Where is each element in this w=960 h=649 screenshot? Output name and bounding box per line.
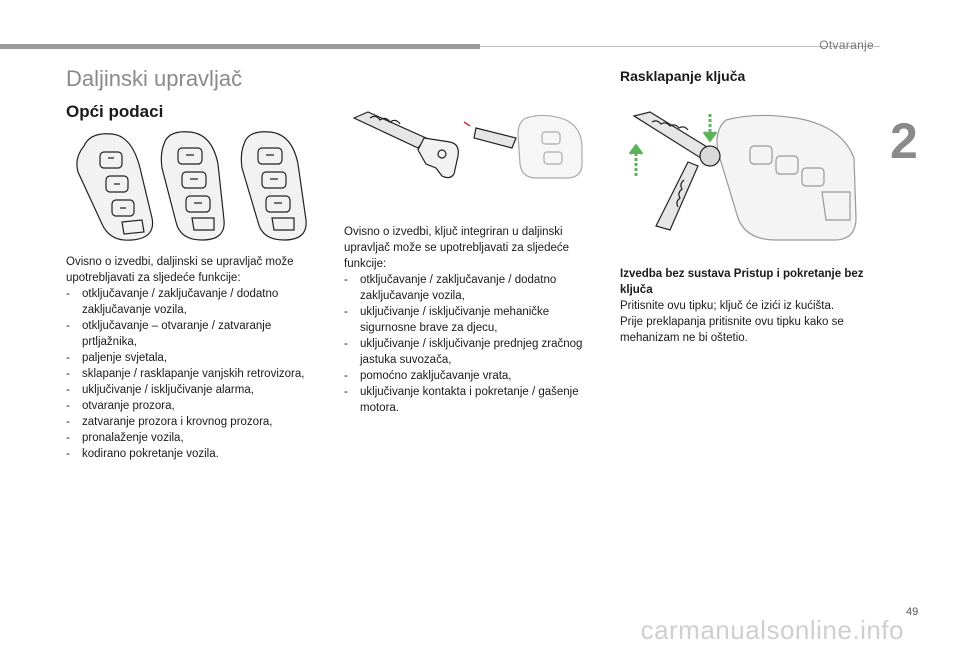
list-item-text: pomoćno zaključavanje vrata,: [360, 370, 512, 382]
remote-with-blade-icon: [474, 115, 582, 178]
integrated-intro: Ovisno o izvedbi, ključ integriran u daljinski upravljač može se upotrebljavati za sljedeće funkcije:: [344, 226, 570, 270]
list-item-text: zatvaranje prozora i krovnog prozora,: [82, 416, 273, 428]
list-dash: -: [66, 352, 70, 364]
list-item-text: uključivanje / isključivanje alarma,: [82, 384, 254, 396]
list-dash: -: [66, 288, 70, 300]
list-item: [66, 318, 328, 350]
list-item-text: kodirano pokretanje vozila.: [82, 448, 219, 460]
list-dash: -: [66, 416, 70, 428]
list-dash: -: [66, 384, 70, 396]
chapter-number: 2: [890, 113, 918, 169]
list-item-text: sklapanje / rasklapanje vanjskih retrovizora,: [82, 368, 305, 380]
page-number: 49: [906, 606, 919, 618]
list-item: [344, 304, 604, 336]
general-heading: Opći podaci: [66, 102, 164, 121]
remote-key-3-icon: [241, 132, 306, 240]
remote-body-icon: [717, 115, 856, 240]
list-item: [66, 350, 328, 366]
folding-heading: Rasklapanje ključa: [620, 68, 746, 84]
watermark: carmanualsonline.info: [640, 615, 904, 645]
list-item: [66, 414, 328, 430]
folding-note: Prije preklapanja pritisnite ovu tipku kako se mehanizam ne bi oštetio.: [620, 316, 844, 344]
folding-key-illustration: [626, 108, 862, 248]
list-item-text: pronalaženje vozila,: [82, 432, 184, 444]
unfolded-blade-icon: [656, 162, 698, 230]
integrated-text: [344, 224, 604, 416]
list-dash: -: [66, 432, 70, 444]
key-blade-icon: [354, 112, 458, 178]
folding-instruction: [620, 298, 870, 314]
list-item: [66, 366, 328, 382]
general-function-list: [66, 286, 328, 462]
press-arrow-icon: [704, 114, 716, 140]
list-dash: -: [344, 370, 348, 382]
list-item: [66, 286, 328, 318]
list-item-text: otključavanje / zaključavanje / dodatno zaključavanje vozila,: [360, 274, 557, 302]
list-item-text: paljenje svjetala,: [82, 352, 168, 364]
list-dash: -: [344, 386, 348, 398]
page-title: Daljinski upravljač: [66, 66, 243, 91]
list-dash: -: [66, 368, 70, 380]
folding-text: [620, 266, 870, 346]
general-text: [66, 254, 328, 462]
list-dash: -: [344, 274, 348, 286]
section-label: Otvaranje: [819, 38, 874, 52]
folding-subhead: Izvedba bez sustava Pristup i pokretanje bez ključa: [620, 268, 864, 296]
list-item: [344, 272, 604, 304]
list-item: [66, 446, 328, 462]
list-item: [66, 382, 328, 398]
list-item-text: otključavanje – otvaranje / zatvaranje prtljažnika,: [82, 320, 272, 348]
remote-key-1-icon: [77, 134, 153, 240]
list-dash: -: [344, 338, 348, 350]
list-item: [344, 368, 604, 384]
remote-keys-illustration: [66, 128, 328, 244]
release-button-icon: [700, 146, 720, 166]
list-item-text: otvaranje prozora,: [82, 400, 175, 412]
list-dash: -: [344, 306, 348, 318]
list-item: [66, 430, 328, 446]
list-item-text: otključavanje / zaključavanje / dodatno zaključavanje vozila,: [82, 288, 279, 316]
list-dash: -: [66, 320, 70, 332]
general-intro: Ovisno o izvedbi, daljinski se upravljač može upotrebljavati za sljedeće funkcije:: [66, 256, 294, 284]
list-item: [344, 384, 604, 416]
instruction-text: Pritisnite ovu tipku; ključ će izići iz kućišta.: [620, 300, 835, 312]
deploy-arrow-icon: [630, 146, 642, 176]
list-dash: -: [66, 448, 70, 460]
list-item-text: uključivanje / isključivanje mehaničke sigurnosne brave za djecu,: [360, 306, 550, 334]
list-dash: -: [66, 400, 70, 412]
header-bar: [0, 44, 480, 49]
list-item-text: uključivanje kontakta i pokretanje / gašenje motora.: [360, 386, 579, 414]
list-item: [344, 336, 604, 368]
list-item: [66, 398, 328, 414]
remote-key-2-icon: [161, 132, 224, 240]
integrated-function-list: [344, 272, 604, 416]
list-item-text: uključivanje / isključivanje prednjeg zračnog jastuka suvozača,: [360, 338, 583, 366]
integrated-key-illustration: [346, 104, 586, 184]
